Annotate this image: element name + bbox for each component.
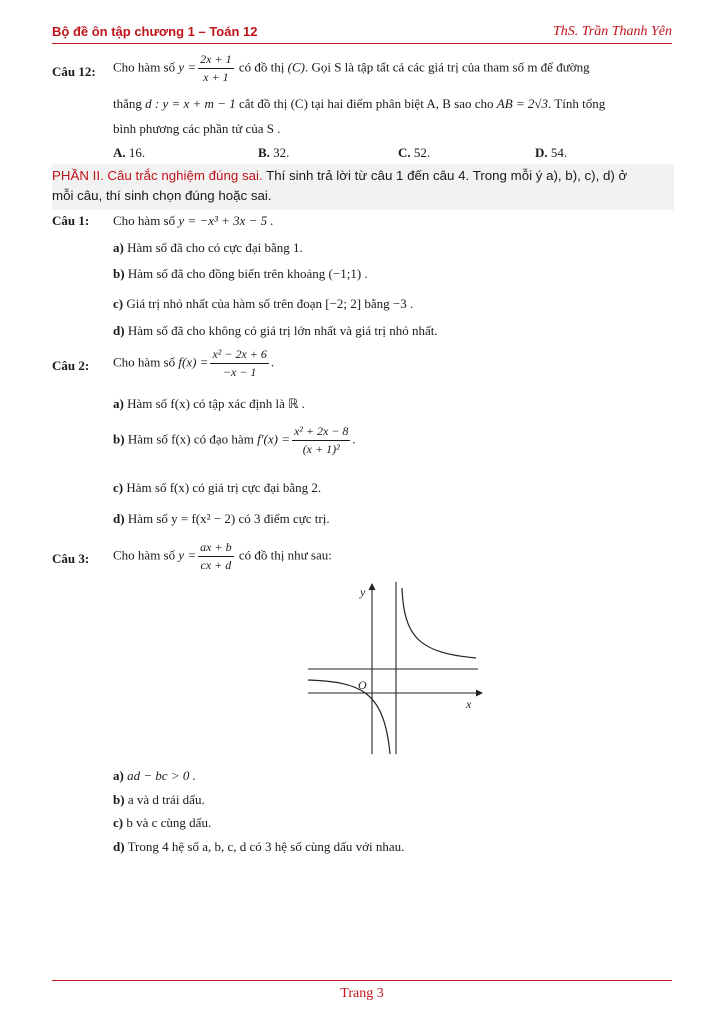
q1-item-b: b) Hàm số đã cho đồng biến trên khoảng (−1;1) .: [113, 266, 368, 281]
q3-num: ax + b: [198, 540, 233, 557]
q3-item-a: a) ad − bc > 0 .: [113, 768, 196, 783]
q12-text1: . Gọi S là tập tất cả các giá trị của tham số m để đường: [304, 59, 590, 75]
left-branch: [308, 680, 390, 754]
q3-den: cx + d: [200, 558, 232, 572]
x-axis-label: x: [466, 697, 472, 711]
y-axis-arrow: [369, 583, 376, 590]
q2-stem-text: Cho hàm số: [113, 354, 176, 370]
q2-lhs: f(x) =: [178, 354, 209, 370]
q3-graph: [300, 578, 490, 758]
q2-b-num: x² + 2x − 8: [292, 424, 350, 441]
q2-item-b: b) Hàm số f(x) có đạo hàm f′(x) = $\frac{\text{x² + 2x − 8}}{\text{(x + 1)²}}$ .: [113, 424, 356, 456]
header-author: ThS. Trần Thanh Yên: [552, 24, 672, 39]
page-number: Trang 3: [340, 986, 384, 1001]
q12-den: x + 1: [203, 70, 229, 84]
q12-num: 2x + 1: [198, 52, 233, 69]
q12-func-lhs: y =: [178, 59, 197, 75]
q2-item-c: c) Hàm số f(x) có giá trị cực đại bằng 2.: [113, 480, 322, 495]
y-axis-label: y: [360, 585, 366, 599]
q12-option-d: D. 54.: [535, 145, 568, 160]
q2-fraction: [210, 347, 268, 380]
q12-graph-name: (C): [287, 59, 305, 75]
q12-option-a: A. 16.: [113, 145, 146, 160]
q3-label: Câu 3:: [52, 551, 90, 566]
q12-line1: [113, 52, 590, 85]
right-branch: [402, 588, 476, 658]
header-title: Bộ đề ôn tập chương 1 – Toán 12: [52, 24, 258, 39]
q12-line3: bình phương các phần tử của S .: [113, 121, 281, 136]
q12-label: Câu 12:: [52, 64, 96, 79]
q12-fraction: [198, 52, 233, 85]
q12-line2-c: . Tính tổng: [548, 96, 606, 111]
q1-func: y = −x³ + 3x − 5 .: [178, 213, 274, 228]
q1-item-c: c) Giá trị nhỏ nhất của hàm số trên đoạn [−2; 2] bằng −3 .: [113, 296, 414, 311]
q3-fraction: [198, 540, 233, 573]
q2-label: Câu 2:: [52, 358, 90, 373]
q3-after: có đồ thị như sau:: [238, 547, 332, 563]
q12-line2: [113, 96, 605, 112]
q12-ab: AB = 2√3: [496, 96, 549, 111]
q2-b-fraction: [292, 424, 350, 457]
q12-line2-b: cắt đồ thị (C) tại hai điểm phân biệt A, B sao cho: [238, 96, 494, 111]
q2-item-a: a) Hàm số f(x) có tập xác định là ℝ .: [113, 396, 305, 411]
q12-line2-a: thẳng: [113, 96, 142, 111]
q12-after-func: có đồ thị: [238, 59, 285, 75]
q1-item-a: a) Hàm số đã cho có cực đại bằng 1.: [113, 240, 303, 255]
q2-num: x² − 2x + 6: [210, 347, 268, 364]
header-divider: [52, 43, 672, 44]
q2-item-d: d) Hàm số y = f(x² − 2) có 3 điểm cực trị.: [113, 511, 330, 526]
q3-item-b: b) a và d trái dấu.: [113, 792, 205, 807]
q3-stem: [113, 540, 332, 573]
q3-item-c: c) b và c cùng dấu.: [113, 815, 212, 830]
q2-den: −x − 1: [222, 365, 257, 379]
q12-intro: Cho hàm số: [113, 59, 176, 75]
q2-b-den: (x + 1)²: [302, 442, 340, 456]
q3-stem-text: Cho hàm số: [113, 547, 176, 563]
q2-b-lhs: f′(x) =: [257, 431, 290, 447]
q12-option-b: B. 32.: [258, 145, 290, 160]
q1-stem: [113, 213, 274, 229]
part2-instruction-1: Thí sinh trả lời từ câu 1 đến câu 4. Trong mỗi ý a), b), c), d) ở: [262, 168, 628, 183]
q3-lhs: y =: [178, 547, 197, 563]
q12-option-c: C. 52.: [398, 145, 431, 160]
q2-end: .: [270, 354, 275, 370]
q12-line-eq: d : y = x + m − 1: [145, 96, 236, 111]
q3-item-d: d) Trong 4 hệ số a, b, c, d có 3 hệ số cùng dấu với nhau.: [113, 839, 405, 854]
q1-stem-text: Cho hàm số: [113, 213, 176, 228]
q1-item-d: d) Hàm số đã cho không có giá trị lớn nhất và giá trị nhỏ nhất.: [113, 323, 438, 338]
part2-instructions: [52, 166, 674, 206]
origin-label: O: [358, 678, 367, 692]
q1-label: Câu 1:: [52, 213, 90, 228]
x-axis-arrow: [476, 690, 483, 697]
footer-divider: [52, 980, 672, 981]
part2-instruction-2: mỗi câu, thí sinh chọn đúng hoặc sai.: [52, 188, 272, 203]
q2-stem: [113, 347, 274, 380]
part2-title: PHẦN II. Câu trắc nghiệm đúng sai.: [52, 168, 263, 183]
